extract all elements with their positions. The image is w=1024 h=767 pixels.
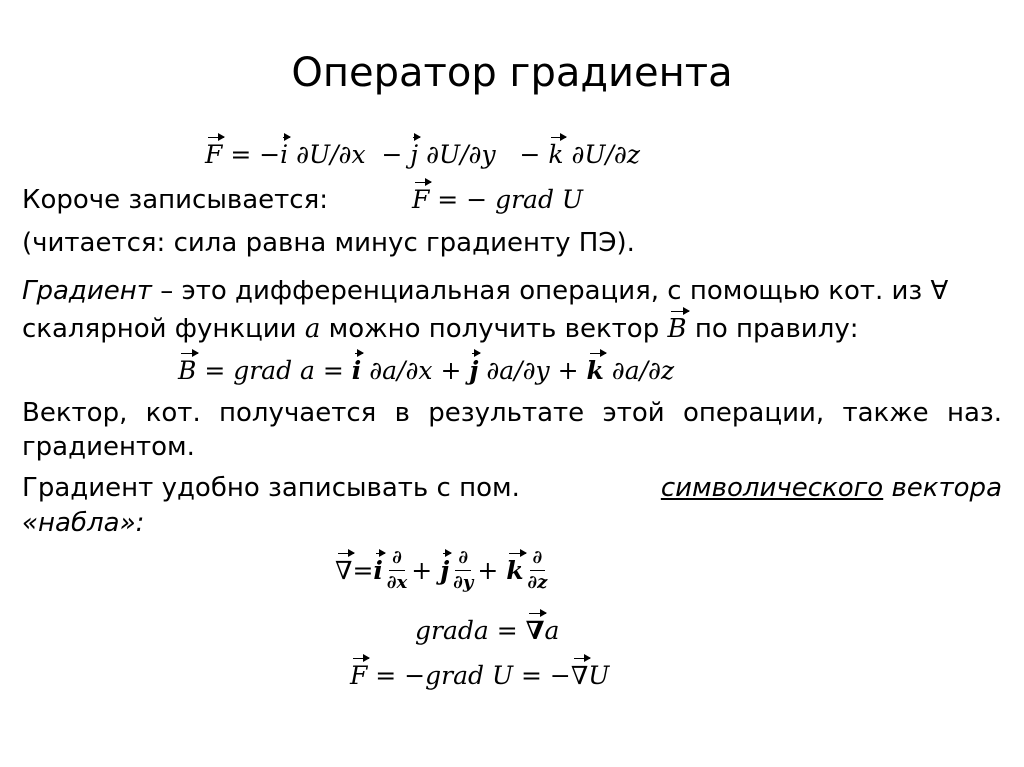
unit-vector-j: j bbox=[410, 140, 419, 169]
nabla-text-line-2 bbox=[22, 508, 144, 538]
force-equation bbox=[205, 140, 640, 169]
short-form-equation bbox=[412, 185, 583, 214]
partial-denominator-y: ∂y bbox=[453, 571, 474, 593]
vector-f: F bbox=[412, 185, 430, 214]
partial-a-x: ∂a/∂x bbox=[361, 356, 433, 385]
nabla-symbol: ∇ bbox=[525, 616, 545, 645]
vector-f: F bbox=[350, 661, 368, 690]
unit-vector-k: k bbox=[586, 356, 604, 385]
definition-text: скалярной функции bbox=[22, 314, 305, 344]
partial-numerator: ∂ bbox=[530, 548, 546, 571]
partial-a-y: ∂a/∂y bbox=[478, 356, 550, 385]
minus-sign: − bbox=[519, 140, 541, 169]
vector-f: F bbox=[205, 140, 223, 169]
grad-a: grad a bbox=[233, 356, 315, 385]
unit-vector-i: i bbox=[280, 140, 289, 169]
nabla-text: вектора bbox=[883, 473, 1002, 503]
force-nabla-equation bbox=[350, 661, 609, 690]
unit-vector-j: j bbox=[469, 356, 479, 385]
unit-vector-k: k bbox=[548, 140, 564, 169]
minus-sign: − bbox=[259, 140, 281, 169]
grad-a: grada bbox=[415, 616, 489, 645]
plus-sign: + bbox=[432, 356, 470, 385]
unit-vector-k: k bbox=[506, 555, 524, 585]
nabla-text: Градиент удобно записывать с пом. bbox=[22, 473, 520, 503]
nabla-equation bbox=[335, 548, 551, 593]
scalar-a: a bbox=[544, 616, 560, 645]
potential-u: U bbox=[588, 661, 610, 690]
equals-sign: = bbox=[352, 555, 374, 585]
partial-numerator: ∂ bbox=[389, 548, 405, 571]
definition-line-1 bbox=[22, 276, 948, 306]
partial-a-z: ∂a/∂z bbox=[603, 356, 675, 385]
unit-vector-i: i bbox=[373, 555, 383, 585]
partial-u-z: ∂U/∂z bbox=[571, 140, 640, 169]
plus-sign: + bbox=[411, 555, 433, 585]
minus-sign: − bbox=[381, 140, 403, 169]
definition-line-2 bbox=[22, 314, 858, 344]
partial-u-x: ∂U/∂x bbox=[296, 140, 366, 169]
vector-b: B bbox=[178, 356, 197, 385]
partial-u-y: ∂U/∂y bbox=[426, 140, 496, 169]
nabla-symbol: ∇ bbox=[335, 555, 353, 585]
unit-vector-j: j bbox=[440, 555, 450, 585]
equals-sign: = bbox=[488, 616, 526, 645]
partial-denominator-x: ∂x bbox=[386, 571, 408, 593]
symbolic-word: символического bbox=[660, 473, 884, 503]
equals-sign: = bbox=[314, 356, 352, 385]
scalar-a: a bbox=[304, 314, 321, 344]
fraction-d-dy bbox=[453, 548, 473, 593]
grad-nabla-equation bbox=[415, 616, 559, 645]
definition-text: по правилу: bbox=[686, 314, 859, 344]
nabla-symbol: ∇ bbox=[570, 661, 589, 690]
vector-b: B bbox=[667, 314, 687, 344]
gradient-equation bbox=[178, 356, 674, 385]
nabla-text-line-1 bbox=[22, 473, 1002, 503]
vector-text-line-2: градиентом. bbox=[22, 432, 195, 462]
short-form-label: Короче записывается: bbox=[22, 185, 328, 215]
fraction-d-dx bbox=[387, 548, 407, 593]
short-form-rest: = − grad U bbox=[429, 185, 583, 214]
plus-sign: + bbox=[477, 555, 499, 585]
reads-note: (читается: сила равна минус градиенту ПЭ). bbox=[22, 228, 635, 258]
plus-sign: + bbox=[549, 356, 587, 385]
equals-sign: = bbox=[196, 356, 234, 385]
unit-vector-i: i bbox=[351, 356, 362, 385]
definition-text: можно получить вектор bbox=[320, 314, 668, 344]
force-gradient-text: = −grad U = − bbox=[367, 661, 571, 690]
page-title: Оператор градиента bbox=[291, 50, 733, 96]
partial-denominator-z: ∂z bbox=[527, 571, 548, 593]
definition-text: – это дифференциальная операция, с помощью кот. из ∀ bbox=[151, 276, 949, 306]
term-gradient: Градиент bbox=[22, 276, 152, 306]
nabla-word: «набла»: bbox=[22, 508, 145, 538]
vector-text-line-1: Вектор, кот. получается в результате этой операции, также наз. bbox=[22, 398, 1002, 428]
partial-numerator: ∂ bbox=[455, 548, 471, 571]
fraction-d-dz bbox=[528, 548, 548, 593]
equals-sign: = bbox=[230, 140, 252, 169]
